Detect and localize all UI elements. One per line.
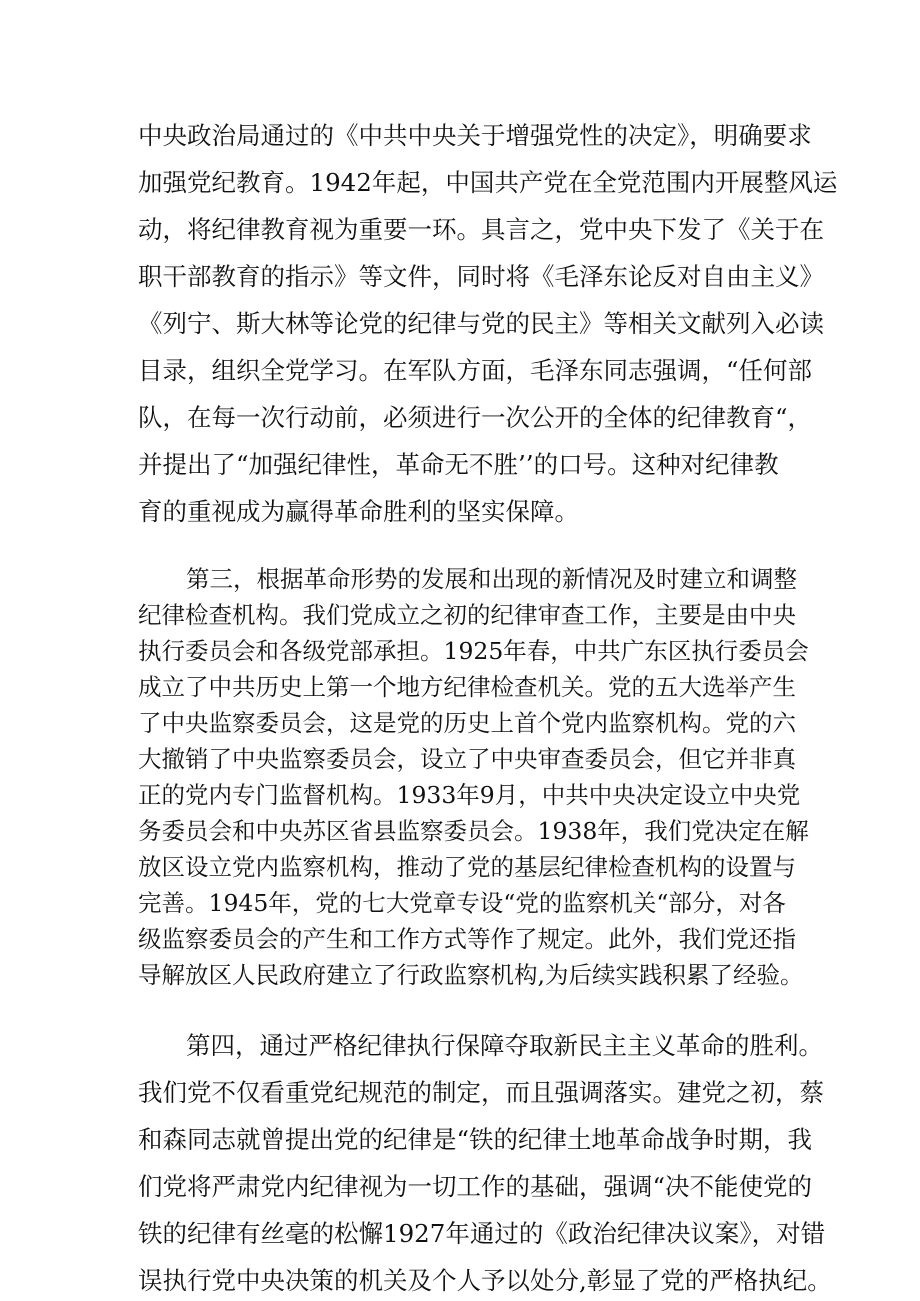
- text-line: 铁的纪律有丝毫的松懈1927年通过的《政治纪律决议案》，对错: [138, 1219, 826, 1248]
- text-line: 并提出了“加强纪律性，革命无不胜’’的口号。这种对纪律教: [138, 450, 779, 479]
- text-line: 和森同志就曾提出党的纪律是“铁的纪律土地革命战争时期，我: [138, 1125, 813, 1154]
- text-line: 导解放区人民政府建立了行政监察机构,为后续实践积累了经验。: [138, 961, 804, 989]
- text-line: 我们党不仅看重党纪规范的制定，而且强调落实。建党之初，蔡: [138, 1078, 824, 1107]
- text-line: 放区设立党内监察机构，推动了党的基层纪律检查机构的设置与: [138, 853, 796, 881]
- text-line: 第四，通过严格纪律执行保障夺取新民主主义革命的胜利。: [186, 1031, 823, 1060]
- text-line: 目录，组织全党学习。在军队方面，毛泽东同志强调，“任何部: [138, 356, 813, 385]
- text-line: 队，在每一次行动前，必须进行一次公开的全体的纪律教育“，: [138, 403, 813, 432]
- text-line: 级监察委员会的产生和工作方式等作了规定。此外，我们党还指: [138, 925, 796, 953]
- text-line: 动，将纪律教育视为重要一环。具言之，党中央下发了《关于在: [138, 215, 824, 244]
- text-line: 成立了中共历史上第一个地方纪律检查机关。党的五大选举产生: [138, 673, 796, 701]
- text-line: 大撤销了中央监察委员会，设立了中央审查委员会，但它并非真: [138, 745, 796, 773]
- text-line: 正的党内专门监督机构。1933年9月，中共中央决定设立中央党: [138, 781, 801, 809]
- text-line: 中央政治局通过的《中共中央关于增强党性的决定》，明确要求: [138, 121, 812, 150]
- text-line: 加强党纪教育。1942年起，中国共产党在全党范围内开展整风运: [138, 168, 838, 197]
- text-line: 职干部教育的指示》等文件，同时将《毛泽东论反对自由主义》: [138, 262, 824, 291]
- text-line: 误执行党中央决策的机关及个人予以处分,彰显了党的严格执纪。: [138, 1266, 832, 1295]
- text-line: 第三，根据革命形势的发展和出现的新情况及时建立和调整: [186, 565, 797, 593]
- text-line: 了中央监察委员会，这是党的历史上首个党内监察机构。党的六: [138, 709, 796, 737]
- text-line: 们党将严肃党内纪律视为一切工作的基础，强调“决不能使党的: [138, 1172, 813, 1201]
- text-line: 完善。1945年，党的七大党章专设“党的监察机关“部分，对各: [138, 889, 786, 917]
- text-line: 执行委员会和各级党部承担。1925年春，中共广东区执行委员会: [138, 637, 809, 665]
- text-line: 纪律检查机构。我们党成立之初的纪律审查工作，主要是由中央: [138, 601, 796, 629]
- text-line: 《列宁、斯大林等论党的纪律与党的民主》等相关文献列入必读: [138, 309, 824, 338]
- text-line: 务委员会和中央苏区省县监察委员会。1938年，我们党决定在解: [138, 817, 809, 845]
- text-line: 育的重视成为赢得革命胜利的坚实保障。: [138, 497, 579, 526]
